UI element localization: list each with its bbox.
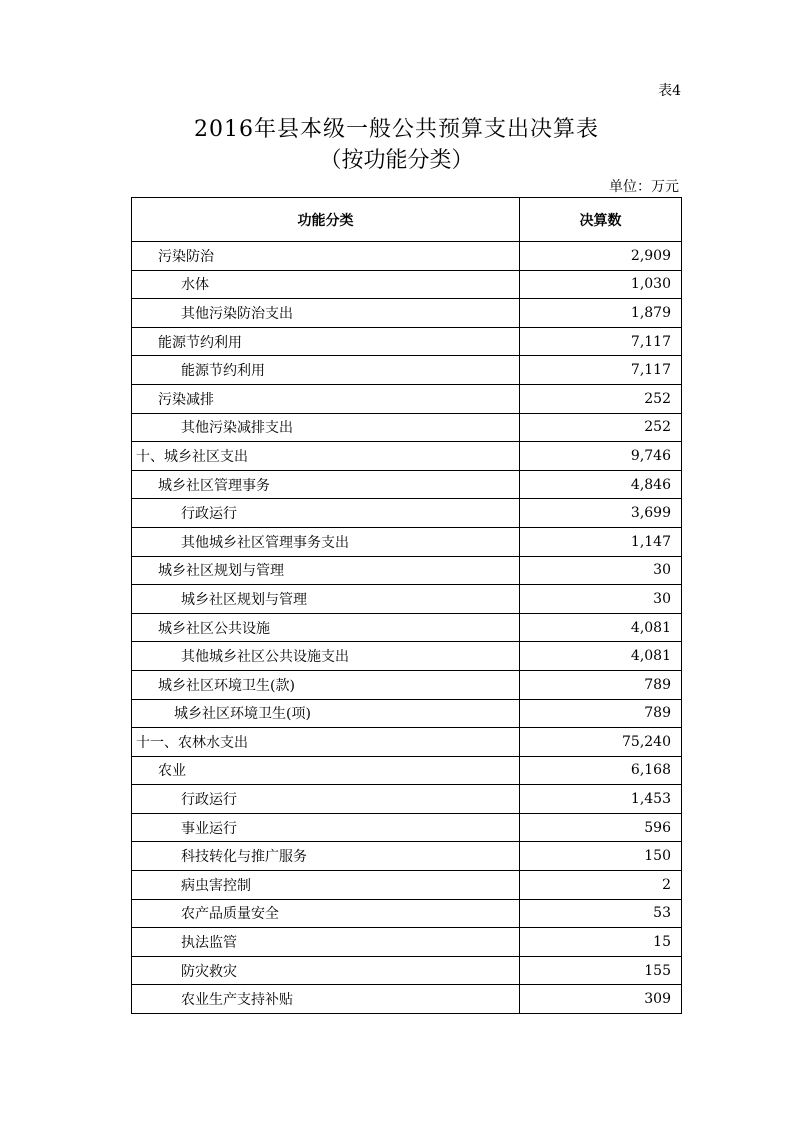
row-amount: 2 xyxy=(520,871,682,900)
table-header-row xyxy=(132,198,682,242)
row-category: 科技转化与推广服务 xyxy=(132,842,520,871)
row-amount: 252 xyxy=(520,384,682,413)
row-amount: 4,081 xyxy=(520,613,682,642)
table-row xyxy=(132,442,682,471)
row-category: 城乡社区规划与管理 xyxy=(132,585,520,614)
row-category: 农业 xyxy=(132,756,520,785)
unit-label: 单位：万元 xyxy=(609,179,679,195)
row-amount: 789 xyxy=(520,670,682,699)
row-amount: 309 xyxy=(520,985,682,1014)
column-header-amount: 决算数 xyxy=(520,198,682,242)
row-category: 十、城乡社区支出 xyxy=(132,442,520,471)
row-amount: 6,168 xyxy=(520,756,682,785)
table-row xyxy=(132,642,682,671)
table-row xyxy=(132,327,682,356)
row-category: 农业生产支持补贴 xyxy=(132,985,520,1014)
row-category: 水体 xyxy=(132,270,520,299)
table-row xyxy=(132,985,682,1014)
row-category: 农产品质量安全 xyxy=(132,899,520,928)
row-amount: 252 xyxy=(520,413,682,442)
row-amount: 155 xyxy=(520,956,682,985)
row-amount: 4,846 xyxy=(520,470,682,499)
page-title: 2016年县本级一般公共预算支出决算表 xyxy=(194,117,599,142)
row-amount: 1,453 xyxy=(520,785,682,814)
row-category: 其他城乡社区管理事务支出 xyxy=(132,527,520,556)
page-subtitle: （按功能分类） xyxy=(319,148,474,173)
table-number-label: 表4 xyxy=(658,83,681,99)
table-row xyxy=(132,728,682,757)
row-category: 能源节约利用 xyxy=(132,327,520,356)
budget-table-container xyxy=(131,197,681,1014)
row-amount: 30 xyxy=(520,585,682,614)
row-amount: 1,147 xyxy=(520,527,682,556)
table-row xyxy=(132,613,682,642)
table-row xyxy=(132,699,682,728)
table-row xyxy=(132,556,682,585)
table-row xyxy=(132,785,682,814)
table-row xyxy=(132,413,682,442)
row-amount: 2,909 xyxy=(520,242,682,271)
budget-table xyxy=(131,197,682,1014)
row-category: 行政运行 xyxy=(132,499,520,528)
row-amount: 75,240 xyxy=(520,728,682,757)
row-amount: 53 xyxy=(520,899,682,928)
row-category: 病虫害控制 xyxy=(132,871,520,900)
row-amount: 30 xyxy=(520,556,682,585)
table-row xyxy=(132,356,682,385)
row-category: 行政运行 xyxy=(132,785,520,814)
table-row xyxy=(132,499,682,528)
row-category: 能源节约利用 xyxy=(132,356,520,385)
row-category: 防灾救灾 xyxy=(132,956,520,985)
row-amount: 4,081 xyxy=(520,642,682,671)
row-amount: 3,699 xyxy=(520,499,682,528)
row-category: 城乡社区规划与管理 xyxy=(132,556,520,585)
row-amount: 1,030 xyxy=(520,270,682,299)
column-header-category: 功能分类 xyxy=(132,198,520,242)
table-row xyxy=(132,756,682,785)
row-category: 污染防治 xyxy=(132,242,520,271)
table-row xyxy=(132,242,682,271)
row-amount: 596 xyxy=(520,813,682,842)
row-amount: 1,879 xyxy=(520,299,682,328)
row-category: 污染减排 xyxy=(132,384,520,413)
row-amount: 15 xyxy=(520,928,682,957)
table-row xyxy=(132,670,682,699)
row-category: 十一、农林水支出 xyxy=(132,728,520,757)
row-amount: 9,746 xyxy=(520,442,682,471)
table-row xyxy=(132,813,682,842)
row-category: 城乡社区公共设施 xyxy=(132,613,520,642)
table-row xyxy=(132,527,682,556)
row-amount: 150 xyxy=(520,842,682,871)
row-category: 其他污染减排支出 xyxy=(132,413,520,442)
row-amount: 789 xyxy=(520,699,682,728)
row-category: 执法监管 xyxy=(132,928,520,957)
row-category: 城乡社区环境卫生(项) xyxy=(132,699,520,728)
table-row xyxy=(132,270,682,299)
table-row xyxy=(132,956,682,985)
row-category: 其他污染防治支出 xyxy=(132,299,520,328)
row-amount: 7,117 xyxy=(520,356,682,385)
table-row xyxy=(132,928,682,957)
table-row xyxy=(132,899,682,928)
row-category: 城乡社区环境卫生(款) xyxy=(132,670,520,699)
row-category: 城乡社区管理事务 xyxy=(132,470,520,499)
table-body xyxy=(132,242,682,1014)
table-row xyxy=(132,384,682,413)
table-row xyxy=(132,299,682,328)
row-category: 事业运行 xyxy=(132,813,520,842)
table-row xyxy=(132,842,682,871)
table-row xyxy=(132,470,682,499)
row-category: 其他城乡社区公共设施支出 xyxy=(132,642,520,671)
table-row xyxy=(132,585,682,614)
table-row xyxy=(132,871,682,900)
row-amount: 7,117 xyxy=(520,327,682,356)
